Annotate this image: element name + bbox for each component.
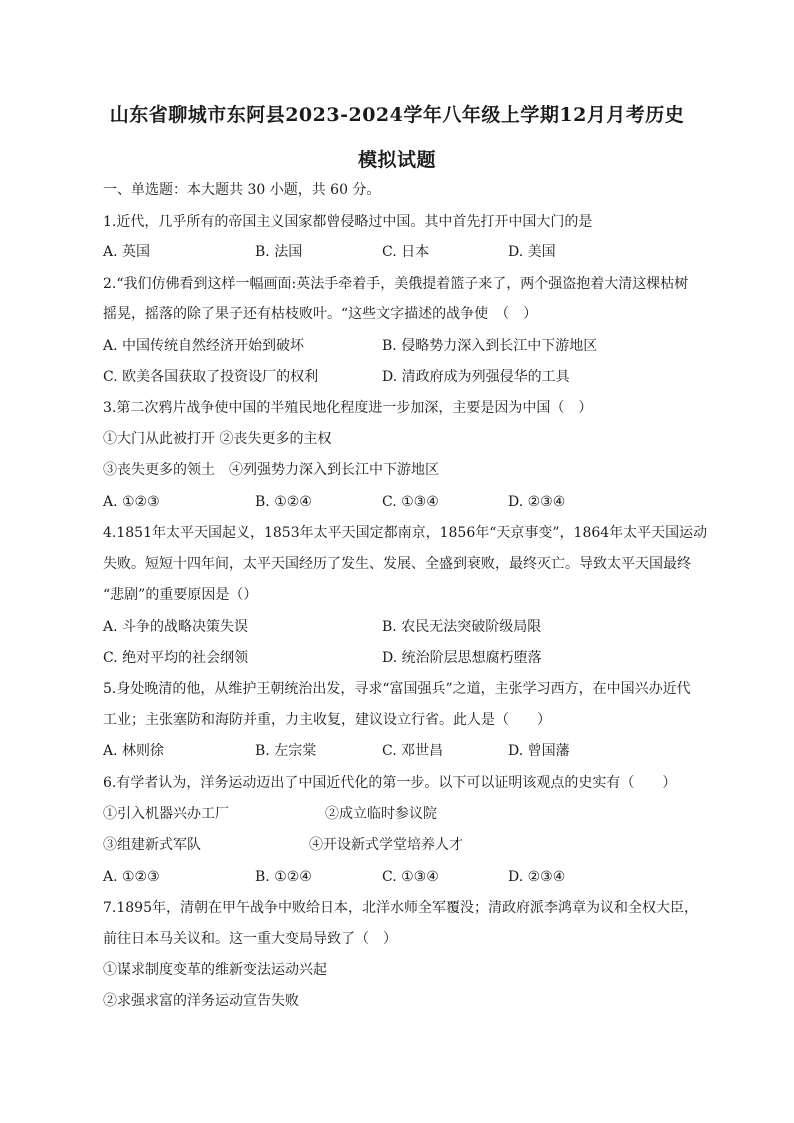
question-3-statement-line-2: ③丧失更多的领土 ④列强势力深入到长江中下游地区 <box>103 462 439 478</box>
question-6-statement-2: ②成立临时参议院 <box>325 806 437 822</box>
question-4-option-a: A. 斗争的战略决策失误 <box>103 619 249 635</box>
question-4-option-c: C. 绝对平均的社会纲领 <box>103 650 249 666</box>
question-3-option-a: A. ①②③ <box>103 494 160 510</box>
question-6-option-a: A. ①②③ <box>103 869 160 885</box>
question-5-option-d: D. 曾国藩 <box>508 743 570 759</box>
question-2-option-c: C. 欧美各国获取了投资设厂的权利 <box>103 369 319 385</box>
question-5-option-a: A. 林则徐 <box>103 743 165 759</box>
question-1-option-c: C. 日本 <box>382 244 430 260</box>
question-6-statement-1: ①引入机器兴办工厂 <box>103 806 229 822</box>
question-6-statement-4: ④开设新式学堂培养人才 <box>309 837 463 853</box>
question-1-option-b: B. 法国 <box>255 244 303 260</box>
question-3-option-d: D. ②③④ <box>508 494 566 510</box>
question-4-option-d: D. 统治阶层思想腐朽堕落 <box>382 650 542 666</box>
question-4-stem-line-1: 4.1851年太平天国起义，1853年太平天国定都南京，1856年“天京事变”，1864年太平天国运动 <box>103 525 708 541</box>
question-2-stem-line-1: 2.“我们仿佛看到这样一幅画面:英法手牵着手，美俄提着篮子来了，两个强盗抱着大清这棵枯树 <box>103 276 689 292</box>
question-7-statement-2: ②求强求富的洋务运动宣告失败 <box>103 993 299 1009</box>
question-5-option-b: B. 左宗棠 <box>255 743 317 759</box>
question-6-option-c: C. ①③④ <box>382 869 439 885</box>
question-3-stem: 3.第二次鸦片战争使中国的半殖民地化程度进一步加深，主要是因为中国（ ） <box>103 400 593 416</box>
question-6-statement-3: ③组建新式军队 <box>103 837 201 853</box>
question-6-stem: 6.有学者认为，洋务运动迈出了中国近代化的第一步。以下可以证明该观点的史实有（ ） <box>103 775 677 791</box>
question-7-stem-line-2: 前往日本马关议和。这一重大变局导致了（ ） <box>103 931 397 947</box>
document-subtitle: 模拟试题 <box>357 149 436 171</box>
question-5-option-c: C. 邓世昌 <box>382 743 444 759</box>
question-4-stem-line-2: 失败。短短十四年间，太平天国经历了发生、发展、全盛到衰败，最终灭亡。导致太平天国最终 <box>103 556 691 572</box>
question-1-stem: 1.近代，几乎所有的帝国主义国家都曾侵略过中国。其中首先打开中国大门的是 <box>103 214 593 230</box>
question-5-stem-line-1: 5.身处晚清的他，从维护王朝统治出发，寻求“富国强兵”之道，主张学习西方，在中国兴办近代 <box>103 681 691 697</box>
question-6-option-b: B. ①②④ <box>255 869 312 885</box>
question-5-stem-line-2: 工业；主张塞防和海防并重，力主收复，建议设立行省。此人是（ ） <box>103 712 551 728</box>
question-7-stem-line-1: 7.1895年，清朝在甲午战争中败给日本，北洋水师全军覆没；清政府派李鸿章为议和全权大臣， <box>103 900 698 916</box>
question-4-stem-line-3: “悲剧”的重要原因是（） <box>103 587 258 603</box>
question-3-statement-line-1: ①大门从此被打开 ②丧失更多的主权 <box>103 431 332 447</box>
section-heading: 一、单选题：本大题共 30 小题，共 60 分。 <box>103 182 381 198</box>
document-title: 山东省聊城市东阿县2023-2024学年八年级上学期12月月考历史 <box>109 104 685 126</box>
question-4-option-b: B. 农民无法突破阶级局限 <box>382 619 542 635</box>
question-6-option-d: D. ②③④ <box>508 869 566 885</box>
question-1-option-d: D. 美国 <box>508 244 556 260</box>
question-7-statement-1: ①谋求制度变革的维新变法运动兴起 <box>103 962 327 978</box>
question-2-stem-line-2: 摇晃，摇落的除了果子还有枯枝败叶。“这些文字描述的战争使 （ ） <box>103 306 538 322</box>
question-1-option-a: A. 英国 <box>103 244 151 260</box>
question-2-option-b: B. 侵略势力深入到长江中下游地区 <box>382 338 598 354</box>
question-2-option-d: D. 清政府成为列强侵华的工具 <box>382 369 570 385</box>
question-2-option-a: A. 中国传统自然经济开始到破坏 <box>103 338 305 354</box>
question-3-option-b: B. ①②④ <box>255 494 312 510</box>
question-3-option-c: C. ①③④ <box>382 494 439 510</box>
